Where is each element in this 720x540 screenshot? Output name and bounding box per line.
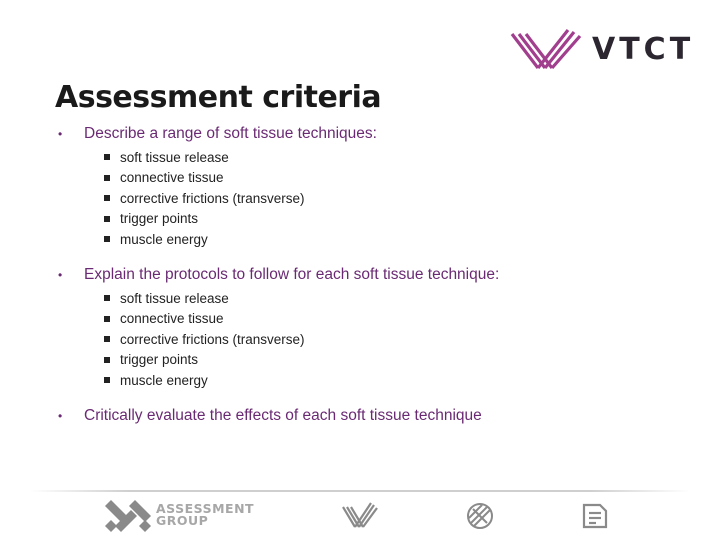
globe-icon: [465, 501, 495, 531]
square-bullet-icon: [104, 216, 110, 222]
square-bullet-icon: [104, 195, 110, 201]
square-bullet-icon: [104, 295, 110, 301]
criterion-2-sublist: [104, 288, 499, 391]
assessment-group-wordmark: ASSESSMENT GROUP: [156, 501, 255, 528]
document-icon: [580, 501, 610, 531]
square-bullet-icon: [104, 154, 110, 160]
bullet: •: [58, 127, 63, 141]
vtct-chevron-logo-icon: [510, 26, 585, 76]
square-bullet-icon: [104, 377, 110, 383]
list-item: soft tissue release: [104, 288, 499, 309]
assessment-group-logo-icon: [105, 500, 151, 532]
criterion-text: Describe a range of soft tissue techniques:: [84, 125, 377, 142]
list-item: corrective frictions (transverse): [104, 329, 499, 350]
page-title: Assessment criteria: [55, 80, 382, 115]
footer-divider: [30, 490, 690, 492]
square-bullet-icon: [104, 357, 110, 363]
list-item: connective tissue: [104, 168, 377, 189]
vtct-logo: [510, 26, 695, 76]
list-item: muscle energy: [104, 229, 377, 250]
criterion-2: [58, 266, 499, 391]
list-item: soft tissue release: [104, 147, 377, 168]
vtct-chevron-icon: [342, 501, 378, 531]
bullet: •: [58, 268, 63, 282]
square-bullet-icon: [104, 316, 110, 322]
footer: [0, 498, 720, 538]
square-bullet-icon: [104, 236, 110, 242]
list-item: muscle energy: [104, 370, 499, 391]
bullet: •: [58, 409, 63, 423]
criterion-text: Explain the protocols to follow for each soft tissue technique:: [84, 266, 500, 283]
list-item: trigger points: [104, 350, 499, 371]
criterion-1: [58, 125, 377, 250]
list-item: corrective frictions (transverse): [104, 188, 377, 209]
criterion-3: [58, 407, 482, 425]
square-bullet-icon: [104, 336, 110, 342]
list-item: connective tissue: [104, 309, 499, 330]
vtct-wordmark: VTCT: [592, 32, 695, 67]
square-bullet-icon: [104, 175, 110, 181]
criterion-text: Critically evaluate the effects of each soft tissue technique: [84, 407, 482, 424]
list-item: trigger points: [104, 209, 377, 230]
criterion-1-sublist: [104, 147, 377, 250]
